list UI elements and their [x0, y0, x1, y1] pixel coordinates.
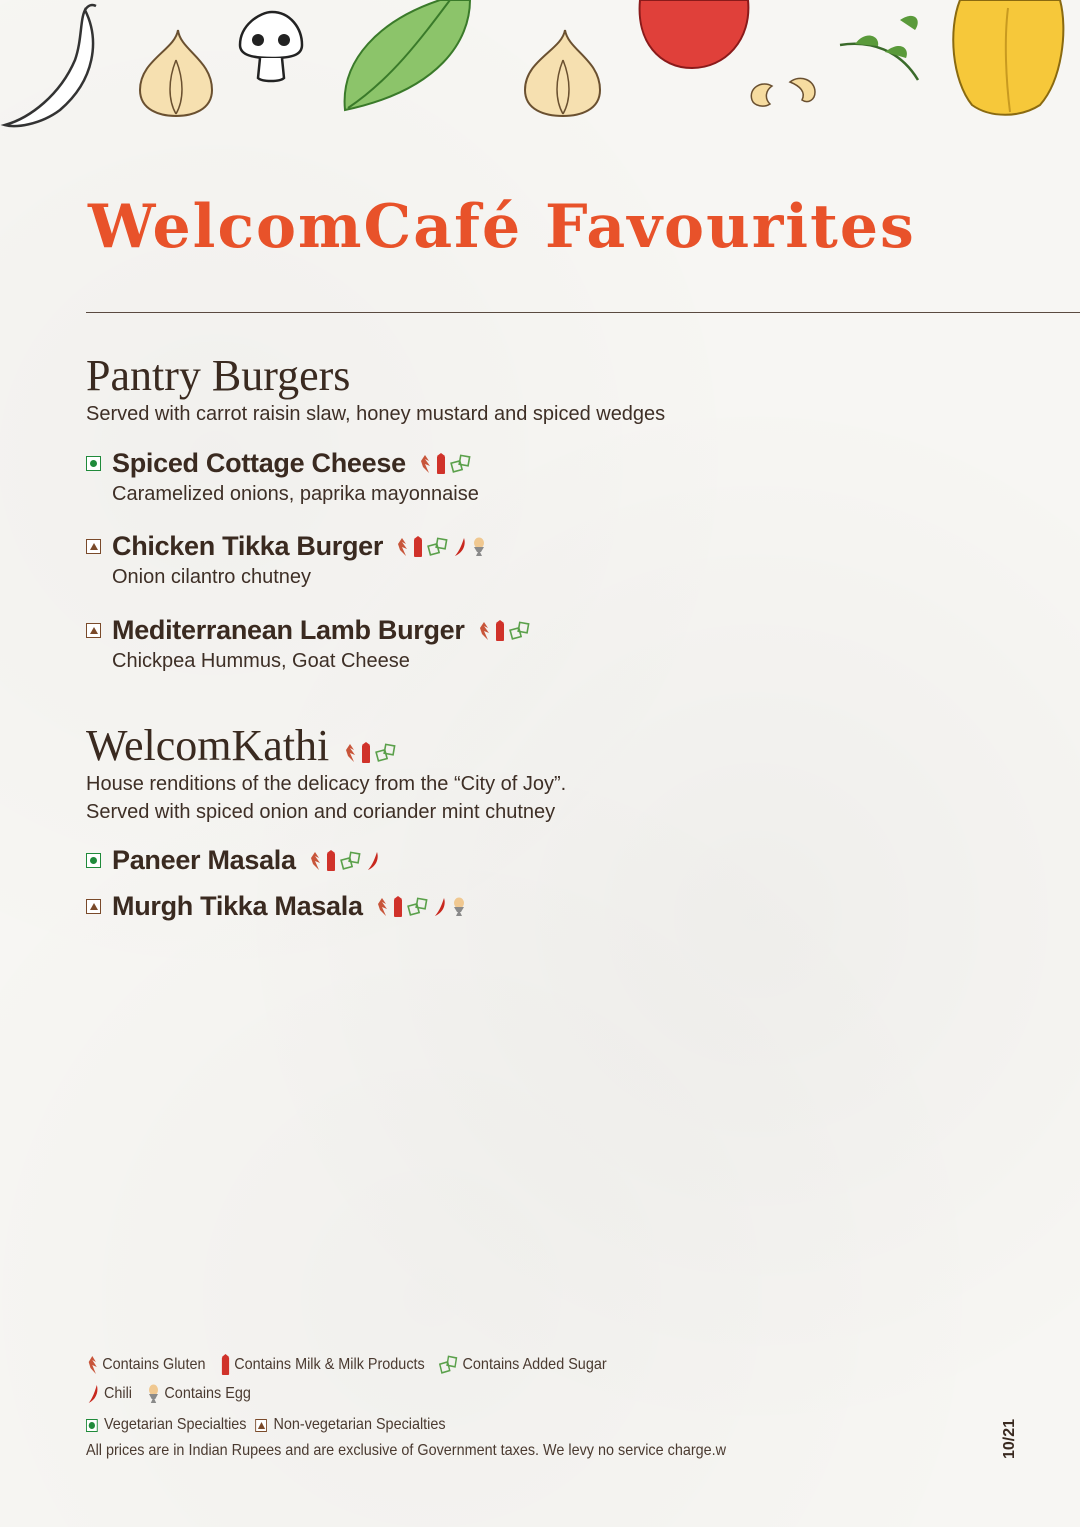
allergen-icons [375, 896, 467, 918]
garlic-illustration-2 [525, 30, 600, 116]
veg-marker-icon [86, 456, 101, 471]
gluten-icon [308, 850, 322, 872]
allergen-icons [395, 536, 487, 558]
gluten-icon [418, 453, 432, 475]
legend-label: Contains Gluten [102, 1356, 206, 1373]
sugar-icon [450, 453, 472, 475]
gluten-icon [375, 896, 389, 918]
item-name: Chicken Tikka Burger [112, 531, 384, 561]
vegetable-illustration-strip [0, 0, 1080, 140]
menu-item [86, 891, 467, 922]
milk-icon [435, 453, 447, 475]
milk-icon [412, 536, 424, 558]
nonveg-marker-icon [86, 899, 101, 914]
legend-label: Non-vegetarian Specialties [273, 1416, 446, 1433]
legend-gluten [86, 1354, 205, 1376]
legend-veg [86, 1416, 246, 1434]
gluten-icon [343, 742, 357, 764]
sugar-icon [340, 850, 362, 872]
sugar-icon [509, 620, 531, 642]
legend-row-3 [86, 1416, 455, 1434]
chili-icon [86, 1383, 100, 1405]
milk-icon [392, 896, 404, 918]
legend-chili [86, 1383, 132, 1405]
price-note: All prices are in Indian Rupees and are exclusive of Government taxes. We levy no service charge.w [86, 1442, 727, 1459]
menu-item [86, 531, 487, 589]
chili-icon [452, 536, 468, 558]
legend-milk [220, 1354, 425, 1376]
nonveg-marker-icon [86, 539, 101, 554]
section-heading-pantry-burgers [86, 350, 350, 401]
menu-item [86, 615, 531, 673]
allergen-icons [343, 742, 397, 764]
allergen-icons [418, 453, 472, 475]
herb-illustration [840, 16, 918, 80]
milk-icon [494, 620, 506, 642]
legend-egg [146, 1383, 250, 1405]
chili-illustration [5, 5, 96, 126]
section-subtitle: Served with carrot raisin slaw, honey mustard and spiced wedges [86, 403, 666, 425]
tomato-illustration [640, 0, 749, 68]
cashew-illustration [751, 78, 815, 106]
nonveg-marker-icon [255, 1419, 267, 1432]
sugar-icon [375, 742, 397, 764]
nonveg-marker-icon [86, 623, 101, 638]
section-subtitle-line: Served with spiced onion and coriander mint chutney [86, 801, 556, 823]
page-title: WelcomCafé Favourites [88, 192, 916, 262]
garlic-illustration [140, 30, 212, 116]
item-name: Spiced Cottage Cheese [112, 448, 406, 478]
item-name: Paneer Masala [112, 845, 296, 875]
milk-icon [220, 1354, 231, 1376]
item-name: Mediterranean Lamb Burger [112, 615, 465, 645]
legend-label: Contains Egg [164, 1385, 251, 1402]
item-description: Onion cilantro chutney [112, 566, 312, 588]
gluten-icon [86, 1354, 99, 1376]
egg-icon [451, 896, 467, 918]
item-description: Chickpea Hummus, Goat Cheese [112, 650, 410, 672]
legend-row-2 [86, 1383, 260, 1405]
gluten-icon [395, 536, 409, 558]
menu-item [86, 845, 381, 876]
lettuce-illustration [345, 0, 470, 110]
item-description: Caramelized onions, paprika mayonnaise [112, 483, 479, 505]
chili-icon [432, 896, 448, 918]
egg-icon [146, 1383, 160, 1405]
sugar-icon [427, 536, 449, 558]
gluten-icon [477, 620, 491, 642]
milk-icon [325, 850, 337, 872]
allergen-icons [308, 850, 381, 872]
section-subtitle [86, 770, 566, 826]
section-subtitle-line: House renditions of the delicacy from the “City of Joy”. [86, 773, 567, 795]
legend-sugar [439, 1354, 607, 1376]
legend-label: Chili [104, 1385, 133, 1402]
legend-label: Contains Milk & Milk Products [234, 1356, 425, 1373]
legend-label: Vegetarian Specialties [104, 1416, 247, 1433]
veg-marker-icon [86, 853, 101, 868]
title-divider [86, 312, 1080, 313]
veg-marker-icon [86, 1419, 98, 1432]
item-name: Murgh Tikka Masala [112, 891, 363, 921]
bell-pepper-illustration [953, 0, 1063, 115]
menu-item [86, 448, 479, 506]
legend-row-1 [86, 1354, 616, 1376]
page-number: 10/21 [1001, 1418, 1019, 1460]
section-heading-welcomkathi [86, 720, 397, 771]
section-heading-text: WelcomKathi [86, 721, 330, 770]
legend-label: Contains Added Sugar [462, 1356, 607, 1373]
sugar-icon [439, 1354, 459, 1376]
legend-nonveg [255, 1416, 445, 1434]
mushroom-illustration [240, 12, 302, 81]
sugar-icon [407, 896, 429, 918]
milk-icon [360, 742, 372, 764]
egg-icon [471, 536, 487, 558]
allergen-icons [477, 620, 531, 642]
section-heading-text: Pantry Burgers [86, 351, 351, 400]
chili-icon [365, 850, 381, 872]
